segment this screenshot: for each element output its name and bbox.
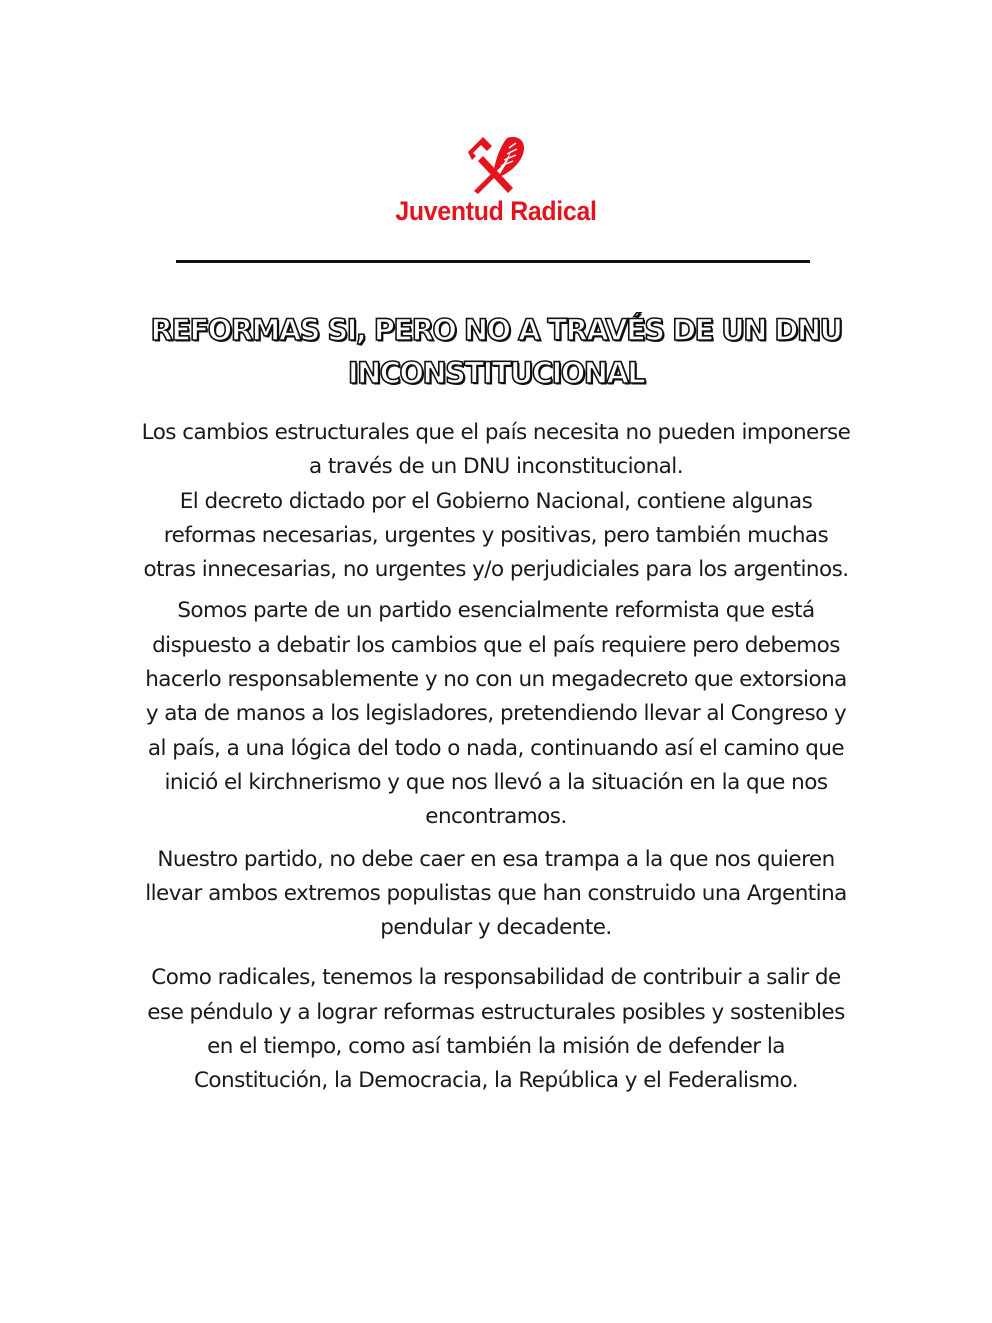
document-body [96, 416, 896, 1099]
text-line: y ata de manos a los legisladores, pretendiendo llevar al Congreso y [145, 701, 847, 727]
document-title [96, 309, 896, 395]
text-line: Como radicales, tenemos la responsabilidad de contribuir a salir de [151, 965, 841, 991]
paragraph-spacer [96, 835, 896, 843]
title-line-2: INCONSTITUCIONAL [347, 356, 645, 390]
text-line: Nuestro partido, no debe caer en esa trampa a la que nos quieren [157, 846, 835, 872]
text-line: a través de un DNU inconstitucional. [308, 454, 684, 480]
paragraph-4 [96, 961, 896, 1098]
paragraph-spacer [96, 945, 896, 961]
paragraph-spacer [96, 587, 896, 594]
text-line: encontramos. [425, 804, 567, 830]
paragraph-2 [96, 594, 896, 834]
text-line: dispuesto a debatir los cambios que el país requiere pero debemos [152, 632, 840, 658]
text-line: hacerlo responsablemente y no con un megadecreto que extorsiona [145, 667, 847, 693]
paragraph-3 [96, 843, 896, 946]
text-line: llevar ambos extremos populistas que han construido una Argentina [145, 880, 847, 906]
text-line: al país, a una lógica del todo o nada, continuando así el camino que [147, 735, 845, 761]
paragraph-1 [96, 416, 896, 587]
text-line: otras innecesarias, no urgentes y/o perjudiciales para los argentinos. [143, 557, 849, 583]
logo-wordmark: Juventud Radical [395, 196, 597, 226]
text-line: pendular y decadente. [380, 915, 612, 941]
header-divider [176, 260, 810, 263]
title-line-1: REFORMAS SI, PERO NO A TRAVÉS DE UN DNU [150, 313, 842, 347]
text-line: Somos parte de un partido esencialmente reformista que está [177, 598, 815, 624]
text-line: reformas necesarias, urgentes y positivas, pero también muchas [163, 522, 829, 548]
text-line: Constitución, la Democracia, la República y el Federalismo. [193, 1068, 799, 1094]
text-line: en el tiempo, como así también la misión de defender la [207, 1034, 785, 1060]
text-line: El decreto dictado por el Gobierno Nacional, contiene algunas [179, 488, 813, 514]
hammer-quill-icon [461, 134, 531, 196]
text-line: inició el kirchnerismo y que nos llevó a la situación en la que nos [164, 769, 828, 795]
text-line: Los cambios estructurales que el país necesita no pueden imponerse [141, 420, 851, 445]
logo [0, 134, 992, 234]
text-line: ese péndulo y a lograr reformas estructurales posibles y sostenibles [147, 999, 845, 1025]
